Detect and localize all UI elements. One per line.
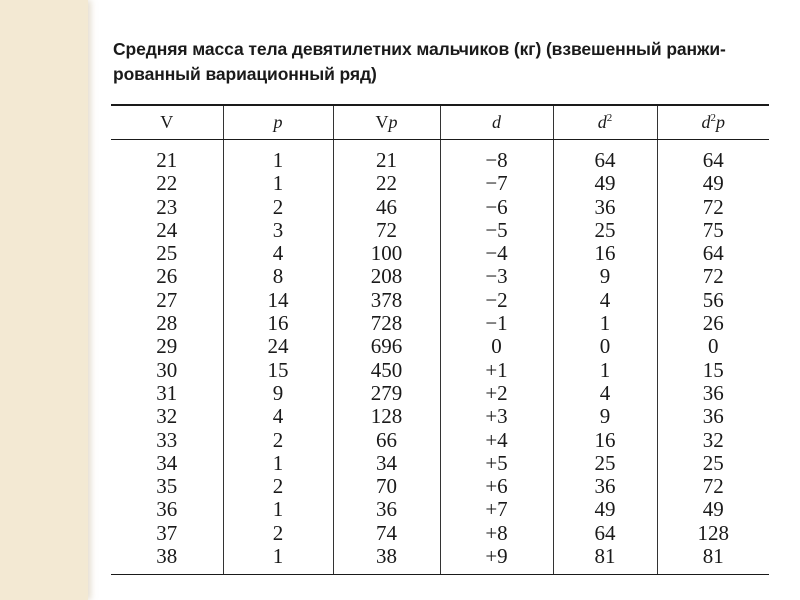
cell-v: 33 [156, 427, 178, 452]
cell-d2p: 81 [657, 545, 769, 575]
cell-d2: 49 [553, 498, 657, 521]
table-row [111, 475, 769, 498]
cell-v: 27 [156, 287, 178, 312]
cell-vp: 100 [333, 242, 440, 265]
cell-d: −6 [440, 196, 553, 219]
table-row [111, 289, 769, 312]
cell-v: 26 [156, 264, 178, 289]
table-row [111, 219, 769, 242]
table-row [111, 265, 769, 288]
header-vp: Vp [333, 105, 440, 140]
cell-v: 32 [156, 404, 178, 429]
cell-v: 23 [156, 194, 178, 219]
cell-vp: 34 [333, 452, 440, 475]
table-row [111, 312, 769, 335]
cell-vp: 128 [333, 405, 440, 428]
cell-p: 14 [223, 289, 333, 312]
cell-v: 38 [111, 545, 223, 575]
cell-vp: 38 [333, 545, 440, 575]
cell-d: +7 [440, 498, 553, 521]
header-p: p [223, 105, 333, 140]
table-row [111, 172, 769, 195]
cell-d2p: 128 [657, 522, 769, 545]
table-row [111, 545, 769, 575]
variation-series-table [111, 104, 769, 575]
cell-v: 34 [156, 450, 178, 475]
cell-vp: 728 [333, 312, 440, 335]
cell-d2: 49 [553, 172, 657, 195]
cell-d2: 64 [553, 140, 657, 173]
cell-d: +2 [440, 382, 553, 405]
cell-p: 3 [223, 219, 333, 242]
table-body [111, 140, 769, 575]
cell-d: +8 [440, 522, 553, 545]
cell-d2: 16 [553, 429, 657, 452]
table-row [111, 522, 769, 545]
cell-p: 24 [223, 335, 333, 358]
cell-d2p: 49 [657, 172, 769, 195]
cell-v: 22 [156, 171, 178, 196]
left-decorative-band [0, 0, 88, 600]
cell-d2p: 72 [657, 475, 769, 498]
cell-vp: 21 [333, 140, 440, 173]
cell-p: 4 [223, 405, 333, 428]
header-d2: $d^2$ [553, 105, 657, 140]
cell-d2: 4 [553, 382, 657, 405]
cell-v: 25 [156, 241, 178, 266]
cell-p: 2 [223, 475, 333, 498]
cell-d2: 25 [553, 452, 657, 475]
cell-d2p: 64 [657, 140, 769, 173]
cell-d2p: 72 [657, 265, 769, 288]
cell-v: 28 [156, 311, 178, 336]
cell-d: −1 [440, 312, 553, 335]
table-row [111, 452, 769, 475]
cell-d2p: 56 [657, 289, 769, 312]
cell-d2p: 36 [657, 405, 769, 428]
cell-d: −3 [440, 265, 553, 288]
cell-d2p: 15 [657, 359, 769, 382]
cell-vp: 66 [333, 429, 440, 452]
cell-d2: 4 [553, 289, 657, 312]
cell-v: 24 [156, 217, 178, 242]
cell-vp: 279 [333, 382, 440, 405]
cell-vp: 208 [333, 265, 440, 288]
cell-vp: 74 [333, 522, 440, 545]
cell-vp: 72 [333, 219, 440, 242]
table-row [111, 405, 769, 428]
title-line-2: рованный вариационный ряд) [113, 64, 377, 84]
cell-d2: 1 [553, 359, 657, 382]
cell-v: 30 [156, 357, 178, 382]
cell-p: 1 [223, 498, 333, 521]
cell-vp: 696 [333, 335, 440, 358]
cell-d2p: 36 [657, 382, 769, 405]
cell-d2p: 64 [657, 242, 769, 265]
cell-vp: 36 [333, 498, 440, 521]
cell-d: −4 [440, 242, 553, 265]
cell-d2p: 49 [657, 498, 769, 521]
cell-d: +3 [440, 405, 553, 428]
cell-d2: 9 [553, 265, 657, 288]
header-d2p: $d^2p$ [657, 105, 769, 140]
variation-series-table-container [111, 104, 769, 575]
header-row [111, 105, 769, 140]
cell-d2p: 75 [657, 219, 769, 242]
cell-v: 35 [156, 474, 178, 499]
cell-p: 1 [223, 140, 333, 173]
table-header [111, 105, 769, 140]
cell-d: +6 [440, 475, 553, 498]
cell-p: 2 [223, 196, 333, 219]
cell-d: −2 [440, 289, 553, 312]
table-row [111, 382, 769, 405]
cell-v: 29 [156, 334, 178, 359]
cell-p: 15 [223, 359, 333, 382]
cell-d: −8 [440, 140, 553, 173]
cell-d2: 64 [553, 522, 657, 545]
cell-d2: 9 [553, 405, 657, 428]
title-line-1: Средняя масса тела девятилетних мальчиков (кг) (взвешенный ранжи- [113, 39, 726, 59]
cell-d: +1 [440, 359, 553, 382]
cell-p: 1 [223, 172, 333, 195]
cell-v: 31 [156, 380, 178, 405]
table-row [111, 242, 769, 265]
cell-v: 37 [156, 520, 178, 545]
cell-d2p: 0 [657, 335, 769, 358]
cell-p: 8 [223, 265, 333, 288]
cell-vp: 46 [333, 196, 440, 219]
table-row [111, 359, 769, 382]
cell-d: −5 [440, 219, 553, 242]
cell-d2: 16 [553, 242, 657, 265]
table-row [111, 498, 769, 521]
cell-d: 0 [440, 335, 553, 358]
cell-d2: 36 [553, 475, 657, 498]
cell-p: 2 [223, 429, 333, 452]
cell-d: +5 [440, 452, 553, 475]
header-v: V [111, 105, 223, 140]
cell-p: 16 [223, 312, 333, 335]
cell-d2: 36 [553, 196, 657, 219]
cell-d2: 0 [553, 335, 657, 358]
table-row [111, 335, 769, 358]
document-title [113, 37, 773, 87]
cell-v: 36 [156, 497, 178, 522]
cell-vp: 450 [333, 359, 440, 382]
table-row [111, 140, 769, 173]
cell-d2: 81 [553, 545, 657, 575]
cell-vp: 22 [333, 172, 440, 195]
cell-d2p: 26 [657, 312, 769, 335]
cell-p: 2 [223, 522, 333, 545]
header-d: d [440, 105, 553, 140]
cell-d2p: 72 [657, 196, 769, 219]
cell-d: −7 [440, 172, 553, 195]
cell-d: +9 [440, 545, 553, 575]
cell-vp: 378 [333, 289, 440, 312]
cell-d2p: 32 [657, 429, 769, 452]
cell-d2: 1 [553, 312, 657, 335]
cell-d2p: 25 [657, 452, 769, 475]
table-row [111, 196, 769, 219]
cell-v: 21 [156, 148, 178, 172]
cell-p: 9 [223, 382, 333, 405]
table-row [111, 429, 769, 452]
cell-vp: 70 [333, 475, 440, 498]
cell-p: 1 [223, 545, 333, 575]
cell-p: 4 [223, 242, 333, 265]
cell-p: 1 [223, 452, 333, 475]
cell-d: +4 [440, 429, 553, 452]
cell-d2: 25 [553, 219, 657, 242]
